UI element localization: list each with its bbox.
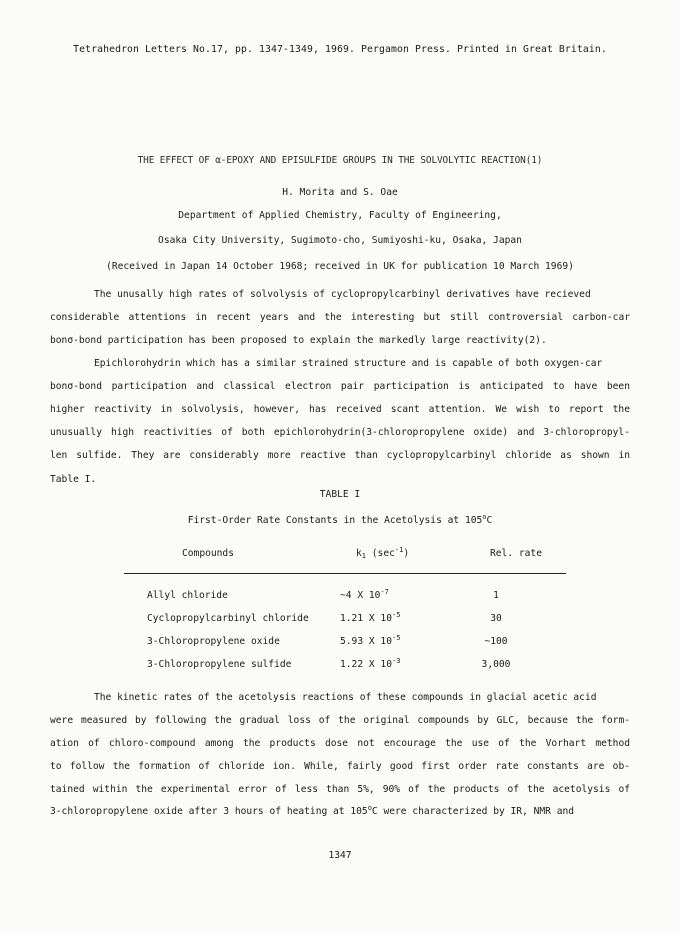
affiliation-line-1: Department of Applied Chemistry, Faculty of Engineering, <box>178 210 502 221</box>
paragraph-line: len sulfide. They are considerably more reactive than cyclopropylcarbinyl chloride as shown in <box>50 450 630 461</box>
paragraph-line: unusually high reactivities of both epichlorohydrin(3-chloropropylene oxide) and 3-chloropropyl- <box>50 427 630 438</box>
paragraph-line: Table I. <box>50 474 97 485</box>
cell-rate-constant: 1.22 X $10^{-3}$ <box>340 657 401 670</box>
paragraph-line: Epichlorohydrin which has a similar strained structure and is capable of both oxygen-car <box>94 358 603 369</box>
cell-compound: 3-Chloropropylene sulfide <box>147 659 292 670</box>
table-caption: First-Order Rate Constants in the Acetolysis at 105$^o$C <box>187 513 493 526</box>
paragraph-line: The unusally high rates of solvolysis of cyclopropylcarbinyl derivatives have recieved <box>94 289 591 300</box>
paragraph-line: bonσ-bond participation has been proposed to explain the markedly large reactivity(2). <box>50 335 547 346</box>
page-number: 1347 <box>328 850 352 861</box>
cell-compound: Cyclopropylcarbinyl chloride <box>147 613 309 624</box>
table-title: TABLE I <box>319 489 361 500</box>
paragraph-line: ation of chloro-compound among the products dose not encourage the use of the Vorhart method <box>50 738 630 749</box>
affiliation-line-2: Osaka City University, Sugimoto-cho, Sumiyoshi-ku, Osaka, Japan <box>158 235 522 246</box>
paragraph-line: higher reactivity in solvolysis, however, has received scant attention. We wish to report the <box>50 404 630 415</box>
article-title: THE EFFECT OF α-EPOXY AND EPISULFIDE GROUPS IN THE SOLVOLYTIC REACTION(1) <box>137 155 543 166</box>
paragraph-line: to follow the formation of chloride ion. While, fairly good first order rate constants are ob- <box>50 761 630 772</box>
cell-rate-constant: ~4 X $10^{-7}$ <box>340 588 389 601</box>
paragraph-line: The kinetic rates of the acetolysis reactions of these compounds in glacial acetic acid <box>94 692 597 703</box>
cell-rate-constant: 1.21 X $10^{-5}$ <box>340 611 401 624</box>
paragraph-line: tained within the experimental error of less than 5%, 90% of the products of the acetolysis of <box>50 784 630 795</box>
cell-relative-rate: ~100 <box>484 636 508 647</box>
cell-compound: 3-Chloropropylene oxide <box>147 636 280 647</box>
journal-header: Tetrahedron Letters No.17, pp. 1347-1349, 1969. Pergamon Press. Printed in Great Britain. <box>73 44 607 55</box>
column-header-compounds: Compounds <box>182 548 234 559</box>
cell-relative-rate: 30 <box>490 613 502 624</box>
paragraph-line: considerable attentions in recent years and the interesting but still controversial carbon-car <box>50 312 630 323</box>
column-header-rate-constant: $k_1$ $(\sec^{-1})$ <box>356 546 410 560</box>
table-rule <box>124 573 566 574</box>
paragraph-line: were measured by following the gradual loss of the original compounds by GLC, because the form- <box>50 715 630 726</box>
cell-compound: Allyl chloride <box>147 590 228 601</box>
authors: H. Morita and S. Oae <box>282 187 398 198</box>
received-dates: (Received in Japan 14 October 1968; received in UK for publication 10 March 1969) <box>106 261 574 272</box>
cell-relative-rate: 3,000 <box>481 659 511 670</box>
paragraph-line: bonσ-bond participation and classical electron pair participation is anticipated to have been <box>50 381 630 392</box>
paragraph-line: 3-chloropropylene oxide after 3 hours of heating at 105$^o$C were characterized by IR, NMR and <box>50 804 575 817</box>
cell-relative-rate: 1 <box>493 590 499 601</box>
column-header-relative-rate: Rel. rate <box>490 548 542 559</box>
cell-rate-constant: 5.93 X $10^{-5}$ <box>340 634 401 647</box>
